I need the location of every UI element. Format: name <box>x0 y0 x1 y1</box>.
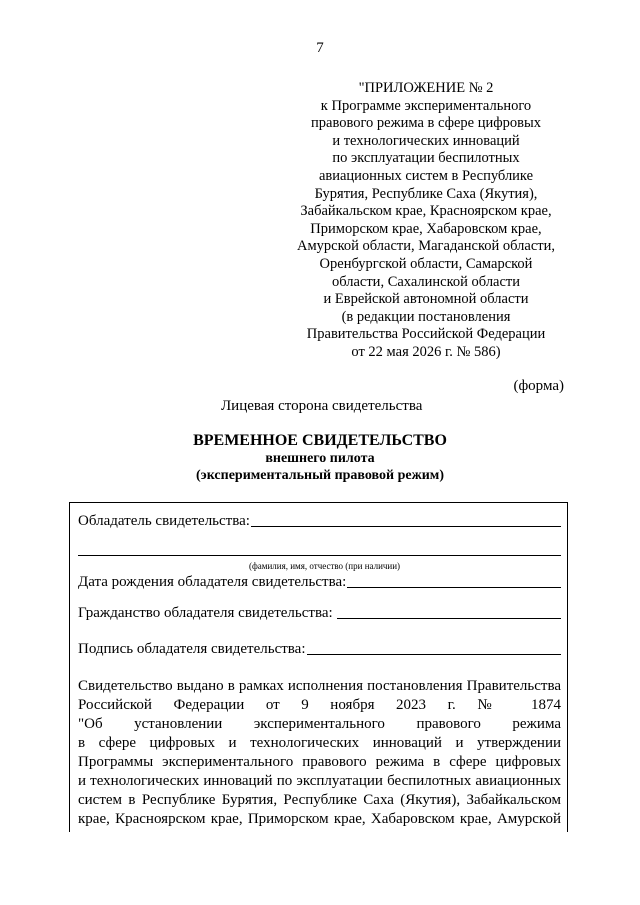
appendix-line: Забайкальском крае, Красноярском крае, <box>300 203 552 220</box>
paragraph-line: в сфере цифровых и технологических инноваций и утверждении <box>78 735 561 751</box>
appendix-line: авиационных систем в Республике <box>318 167 534 184</box>
appendix-header <box>288 80 564 362</box>
appendix-line: "ПРИЛОЖЕНИЕ № 2 <box>358 80 494 96</box>
appendix-line: к Программе экспериментального <box>320 97 532 114</box>
appendix-line: от 22 мая 2026 г. № 586) <box>351 343 501 360</box>
appendix-line: Приморском крае, Хабаровском крае, <box>310 220 542 237</box>
citizenship-label: Гражданство обладателя свидетельства: <box>78 605 337 621</box>
holder-field-line-2[interactable] <box>78 554 561 556</box>
paragraph-line: крае, Красноярском крае, Приморском крае, Хабаровском крае, Амурской <box>78 811 561 827</box>
signature-field-line[interactable] <box>307 653 561 655</box>
form-label: (форма) <box>513 378 564 394</box>
certificate-form-box <box>69 502 568 832</box>
paragraph-line: Свидетельство выдано в рамках исполнения постановления Правительства <box>78 678 561 694</box>
appendix-line: правового режима в сфере цифровых <box>311 115 541 132</box>
signature-row <box>78 641 561 658</box>
appendix-line: по эксплуатации беспилотных <box>332 150 520 167</box>
appendix-line: области, Сахалинской области <box>331 273 521 290</box>
citizenship-field-line[interactable] <box>337 617 561 619</box>
appendix-line: Амурской области, Магаданской области, <box>296 238 555 255</box>
holder-hint: (фамилия, имя, отчество (при наличии) <box>248 561 401 571</box>
appendix-line: (в редакции постановления <box>341 308 511 325</box>
certificate-title: ВРЕМЕННОЕ СВИДЕТЕЛЬСТВО <box>193 432 447 449</box>
holder-row <box>78 513 561 530</box>
certificate-subtitle: внешнего пилота <box>265 451 375 466</box>
issuance-paragraph <box>78 677 561 829</box>
appendix-line: и технологических инноваций <box>332 132 520 149</box>
paragraph-line: систем в Республике Бурятия, Республике Саха (Якутия), Забайкальском <box>78 792 561 808</box>
certificate-subtitle-mode: (экспериментальный правовой режим) <box>195 468 444 483</box>
holder-label: Обладатель свидетельства: <box>78 513 250 529</box>
paragraph-line: и технологических инноваций по эксплуатации беспилотных авиационных <box>78 773 561 789</box>
paragraph-line: Программы экспериментального правового режима в сфере цифровых <box>78 754 561 770</box>
paragraph-line: Российской Федерации от 9 ноября 2023 г. № 1874 <box>78 697 561 713</box>
appendix-line: Бурятия, Республике Саха (Якутия), <box>314 185 538 202</box>
appendix-line: Оренбургской области, Самарской <box>319 255 533 272</box>
holder-field-line[interactable] <box>251 525 561 527</box>
birth-date-field-line[interactable] <box>347 586 561 588</box>
birth-date-row <box>78 574 561 591</box>
birth-date-label: Дата рождения обладателя свидетельства: <box>78 574 347 590</box>
appendix-line: Правительства Российской Федерации <box>306 326 546 343</box>
signature-label: Подпись обладателя свидетельства: <box>78 641 306 657</box>
certificate-title-block <box>0 432 640 484</box>
appendix-line: и Еврейской автономной области <box>323 291 529 308</box>
front-side-label: Лицевая сторона свидетельства <box>221 398 423 414</box>
citizenship-row <box>78 605 561 622</box>
page-number: 7 <box>316 40 324 56</box>
paragraph-line: "Об установлении экспериментального правового режима <box>78 716 561 732</box>
